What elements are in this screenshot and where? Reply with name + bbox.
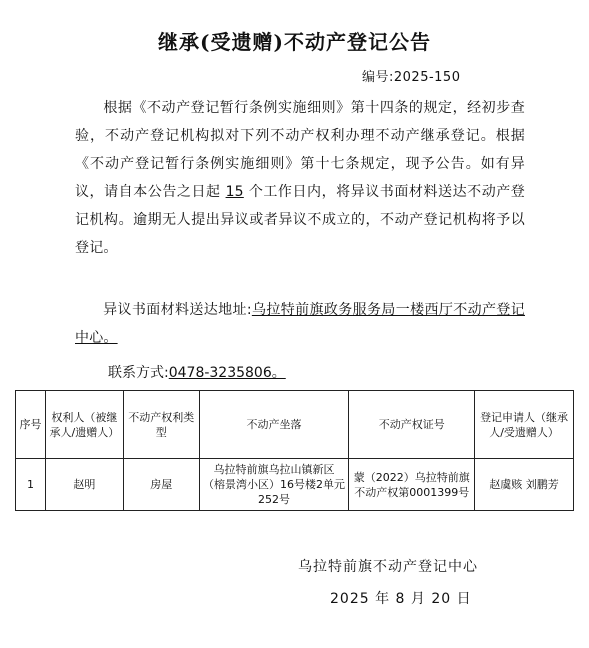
cell-certificate: 蒙（2022）乌拉特前旗不动产权第0001399号 bbox=[349, 459, 475, 511]
issuing-organization: 乌拉特前旗不动产登记中心 bbox=[298, 559, 478, 575]
header-applicant: 登记申请人（继承人/受遗赠人） bbox=[475, 391, 574, 459]
objection-address-paragraph bbox=[75, 296, 525, 352]
contact-label: 联系方式: bbox=[108, 365, 169, 381]
address-label: 异议书面材料送达地址: bbox=[103, 302, 252, 318]
cell-applicant: 赵虞赅 刘鹏芳 bbox=[475, 459, 574, 511]
cell-right-type: 房屋 bbox=[123, 459, 199, 511]
table-header-row bbox=[16, 391, 574, 459]
cell-holder: 赵明 bbox=[45, 459, 123, 511]
header-seq: 序号 bbox=[16, 391, 46, 459]
notice-body-paragraph bbox=[75, 94, 525, 262]
body-text-before-days: 根据《不动产登记暂行条例实施细则》第十四条的规定，经初步查验，不动产登记机构拟对下列不动产权利办理不动产继承登记。根据《不动产登记暂行条例实施细则》第十七条规定，现予公告。如有异议，请自本公告之日起 bbox=[75, 100, 525, 200]
cell-location: 乌拉特前旗乌拉山镇新区（榕景湾小区）16号楼2单元252号 bbox=[199, 459, 349, 511]
header-location: 不动产坐落 bbox=[199, 391, 349, 459]
objection-days: 15 bbox=[225, 184, 244, 200]
contact-phone: 0478-3235806。 bbox=[168, 365, 286, 381]
objection-address: 乌拉特前旗政务服务局一楼西厅不动产登记中心。 bbox=[75, 302, 525, 346]
cell-seq: 1 bbox=[16, 459, 46, 511]
header-right-type: 不动产权利类型 bbox=[123, 391, 199, 459]
body-text-after-days: 个工作日内，将异议书面材料送达不动产登记机构。逾期无人提出异议或者异议不成立的，不动产登记机构将予以登记。 bbox=[75, 184, 526, 256]
header-certificate: 不动产权证号 bbox=[349, 391, 475, 459]
table-row bbox=[16, 459, 574, 511]
issue-date: 2025 年 8 月 20 日 bbox=[330, 591, 472, 607]
header-holder: 权利人（被继承人/遗赠人） bbox=[45, 391, 123, 459]
property-table bbox=[15, 390, 574, 511]
contact-line bbox=[108, 362, 286, 382]
document-number: 编号:2025-150 bbox=[362, 70, 461, 85]
notice-title: 继承(受遗赠)不动产登记公告 bbox=[158, 30, 431, 54]
